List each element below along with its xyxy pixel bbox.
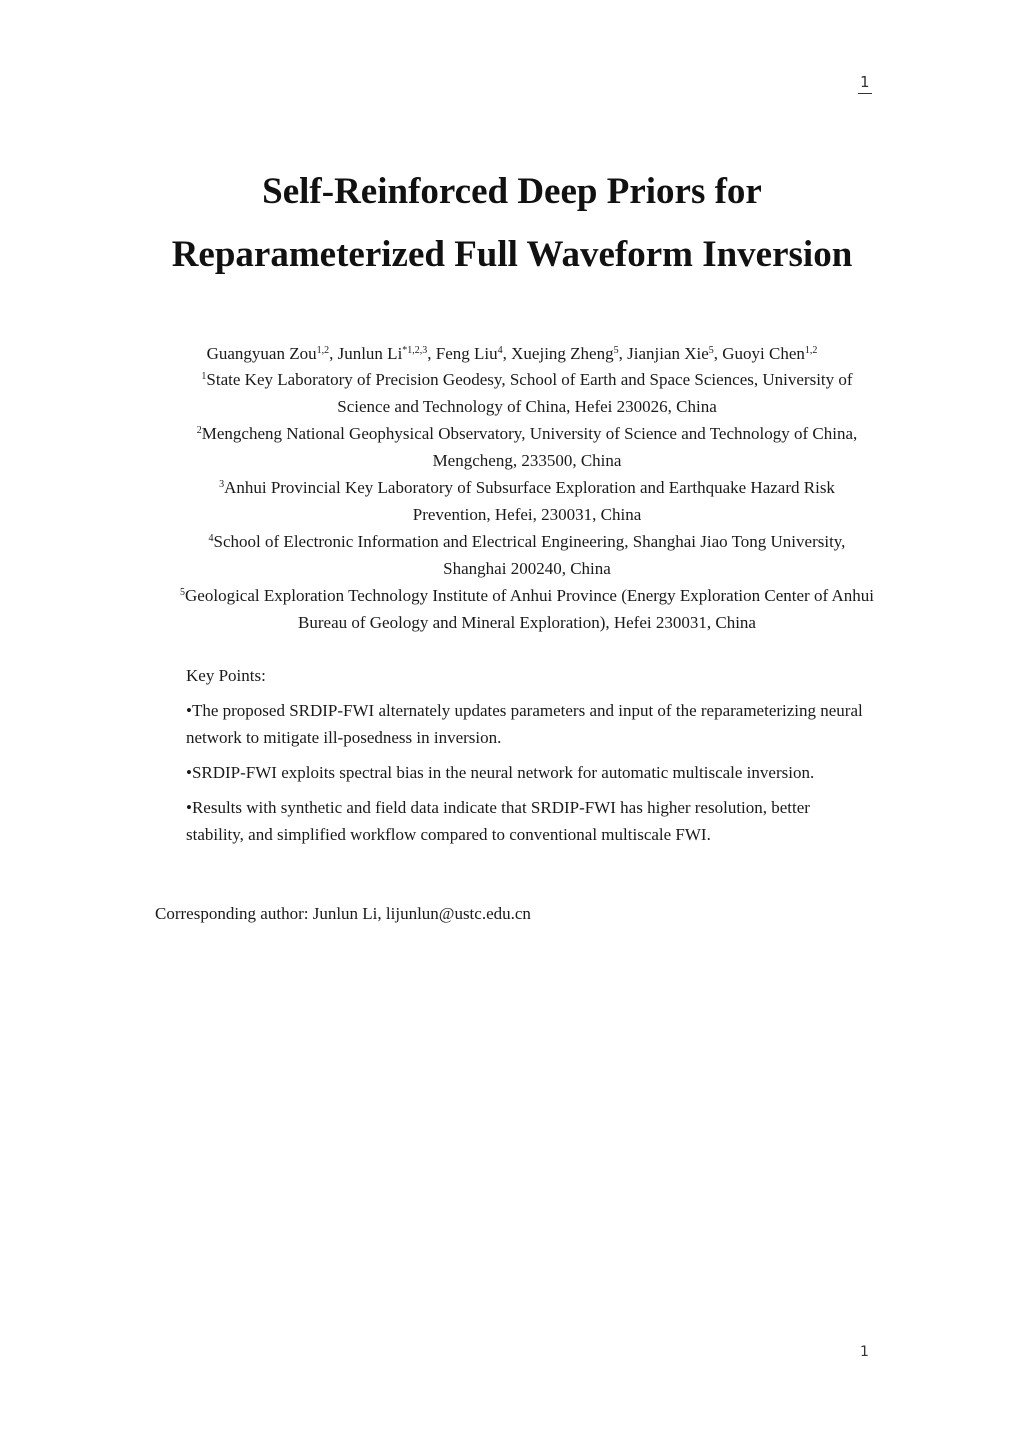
affiliation-number: 2: [196, 425, 202, 436]
author-name: Junlun Li: [337, 344, 403, 363]
paper-title-line-2: Reparameterized Full Waveform Inversion: [171, 234, 853, 275]
author-affiliation-marker: 1,2: [804, 345, 818, 356]
author-list: [150, 340, 874, 367]
author-affiliation-marker: 5: [708, 345, 714, 356]
affiliation-list: [180, 366, 874, 636]
paper-title-line-1: Self-Reinforced Deep Priors for: [262, 171, 762, 212]
affiliation-number: 5: [180, 587, 186, 598]
author-name: Jianjian Xie: [627, 344, 709, 363]
affiliation-text: Geological Exploration Technology Institute of Anhui Province (Energy Exploration Center of Anhui Bureau of Geology and Mineral Exploration), Hefei 230031, China: [185, 586, 874, 632]
author-separator: ,: [502, 344, 512, 363]
key-points-heading: Key Points:: [186, 666, 266, 685]
footer-page-number: 1: [860, 1344, 869, 1360]
key-points-section: [186, 662, 866, 856]
author-affiliation-marker: 4: [497, 345, 503, 356]
author-name: Feng Liu: [435, 344, 498, 363]
author-name: Xuejing Zheng: [511, 344, 614, 363]
key-point-item: •SRDIP-FWI exploits spectral bias in the neural network for automatic multiscale inversion.: [186, 763, 815, 782]
affiliation: [180, 528, 874, 582]
author-affiliation-marker: 1,2: [316, 345, 330, 356]
key-point-item: •The proposed SRDIP-FWI alternately updates parameters and input of the reparameterizing neural network to mitigate ill-posedness in inversion.: [186, 701, 863, 747]
affiliation-number: 3: [219, 479, 225, 490]
affiliation-text: State Key Laboratory of Precision Geodesy, School of Earth and Space Sciences, University of Science and Technology of China, Hefei 230026, China: [206, 370, 853, 416]
paper-title: [0, 160, 1024, 286]
author-affiliation-marker: 5: [613, 345, 619, 356]
corresponding-author: Corresponding author: Junlun Li, lijunlun@ustc.edu.cn: [155, 904, 531, 923]
affiliation: [180, 582, 874, 636]
affiliation: [180, 420, 874, 474]
author-separator: ,: [329, 344, 338, 363]
author-name: Guangyuan Zou: [206, 344, 317, 363]
key-point-item: •Results with synthetic and field data indicate that SRDIP-FWI has higher resolution, better stability, and simplified workflow compared to conventional multiscale FWI.: [186, 798, 810, 844]
affiliation-text: Anhui Provincial Key Laboratory of Subsurface Exploration and Earthquake Hazard Risk Prevention, Hefei, 230031, China: [224, 478, 835, 524]
author-separator: ,: [618, 344, 628, 363]
author-separator: ,: [713, 344, 723, 363]
header-page-number: 1: [858, 72, 872, 94]
author-name: Guoyi Chen: [722, 344, 805, 363]
author-affiliation-marker: *1,2,3: [402, 345, 428, 356]
affiliation: [180, 366, 874, 420]
affiliation-number: 1: [201, 371, 207, 382]
author-separator: ,: [427, 344, 436, 363]
affiliation: [180, 474, 874, 528]
affiliation-text: Mengcheng National Geophysical Observatory, University of Science and Technology of China, Mengcheng, 233500, China: [201, 424, 858, 470]
affiliation-text: School of Electronic Information and Electrical Engineering, Shanghai Jiao Tong University, Shanghai 200240, China: [213, 532, 846, 578]
affiliation-number: 4: [208, 533, 214, 544]
